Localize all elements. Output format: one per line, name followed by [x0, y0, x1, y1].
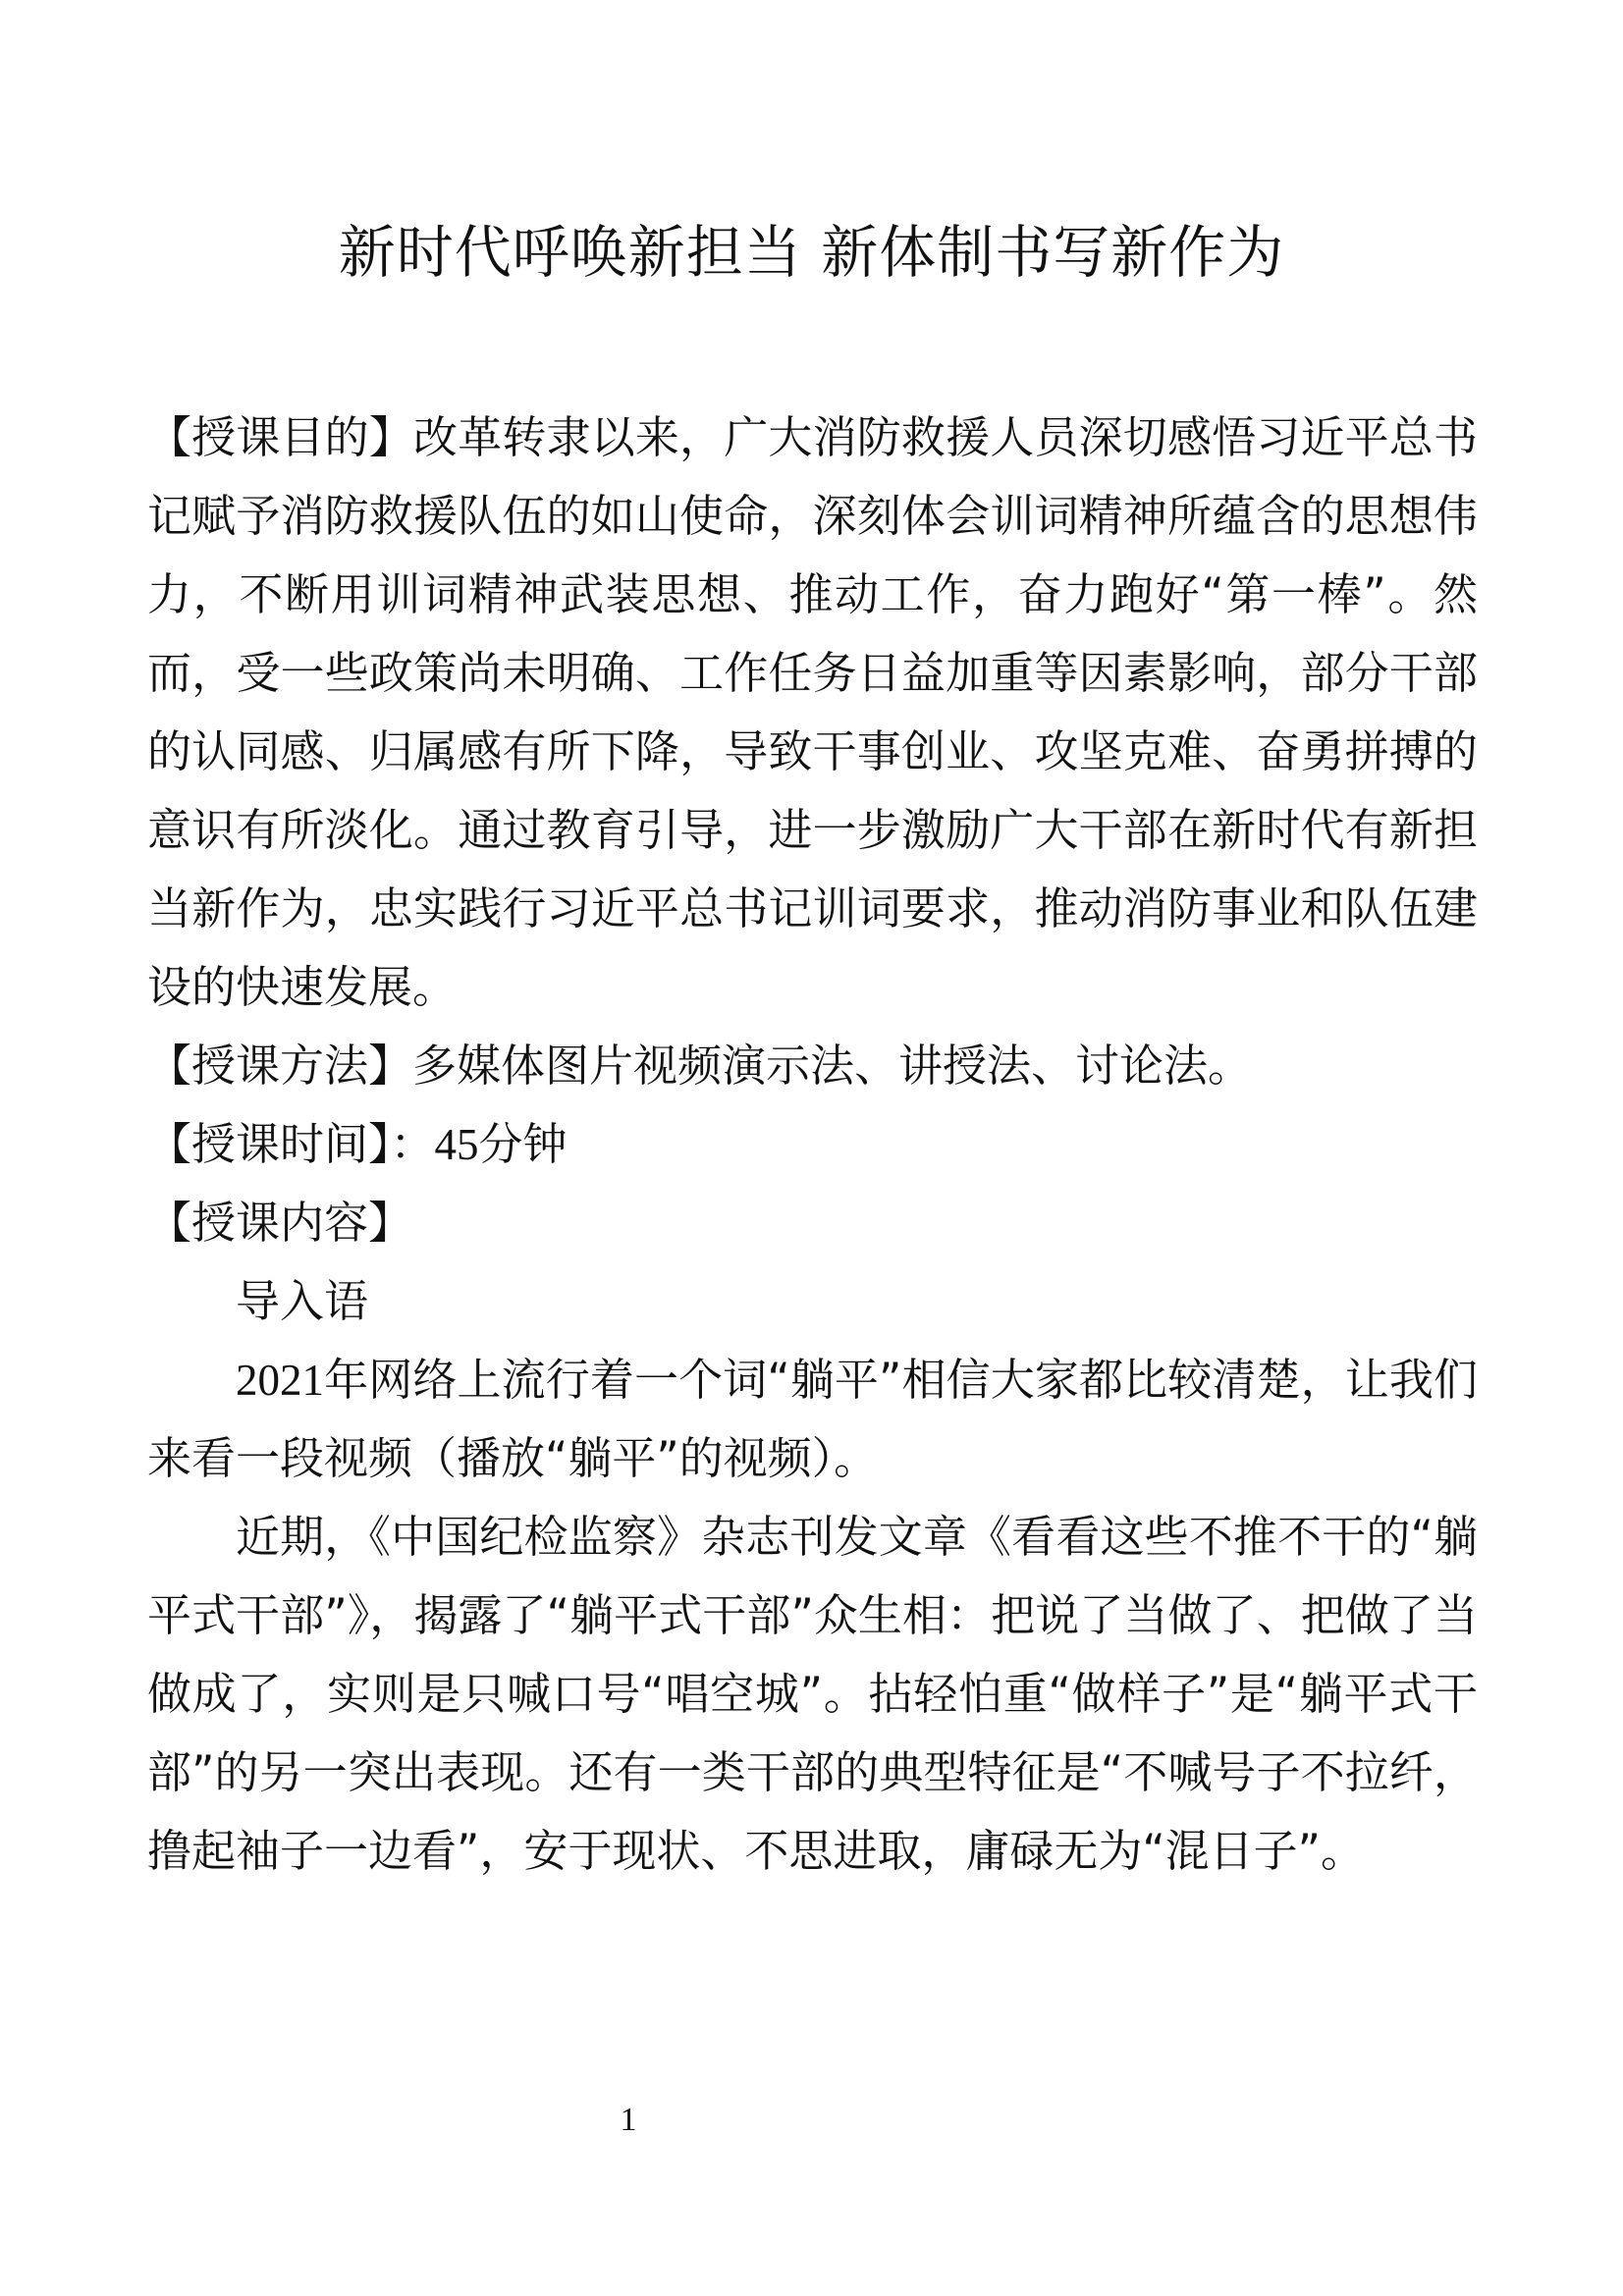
method-paragraph — [147, 1027, 1478, 1105]
purpose-paragraph — [147, 399, 1478, 1027]
method-text: 多媒体图片视频演示法、讲授法、讨论法。 — [412, 1040, 1253, 1092]
intro-paragraph-2: 近期，《中国纪检监察》杂志刊发文章《看看这些不推不干的“躺平式干部”》，揭露了“躺平式干部”众生相：把说了当做了、把做了当做成了，实则是只喊口号“唱空城”。拈轻怕重“做样子”是“躺平式干部”的另一突出表现。还有一类干部的典型特征是“不喊号子不拉纤，撸起袖子一边看”，安于现状、不思进取，庸碌无为“混日子”。 — [147, 1511, 1478, 1877]
page-number: 1 — [620, 2102, 637, 2138]
time-paragraph — [147, 1105, 1478, 1184]
intro-year: 2021 — [236, 1356, 324, 1405]
method-label: 【授课方法】 — [147, 1040, 413, 1092]
purpose-label: 【授课目的】 — [147, 411, 414, 463]
time-number: 45 — [434, 1120, 479, 1169]
intro-paragraph-1 — [147, 1341, 1478, 1498]
content-heading: 【授课内容】 — [147, 1197, 413, 1249]
intro-heading: 导入语 — [236, 1275, 369, 1327]
time-unit: 分钟 — [478, 1118, 568, 1170]
purpose-text: 改革转隶以来，广大消防救援人员深切感悟习近平总书记赋予消防救援队伍的如山使命，深刻体会训词精神所蕴含的思想伟力，不断用训词精神武装思想、推动工作，奋力跑好“第一棒”。然而，受一些政策尚未明确、工作任务日益加重等因素影响，部分干部的认同感、归属感有所下降，导致干事创业、攻坚克难、奋勇拼搏的意识有所淡化。通过教育引导，进一步激励广大干部在新时代有新担当新作为，忠实践行习近平总书记训词要求，推动消防事业和队伍建设的快速发展。 — [147, 411, 1478, 1013]
document-title: 新时代呼唤新担当 新体制书写新作为 — [338, 219, 1285, 286]
intro-paragraph-1-text: 年网络上流行着一个词“躺平”相信大家都比较清楚，让我们来看一段视频（播放“躺平”的视频）。 — [147, 1354, 1478, 1484]
time-label: 【授课时间】： — [147, 1118, 435, 1170]
